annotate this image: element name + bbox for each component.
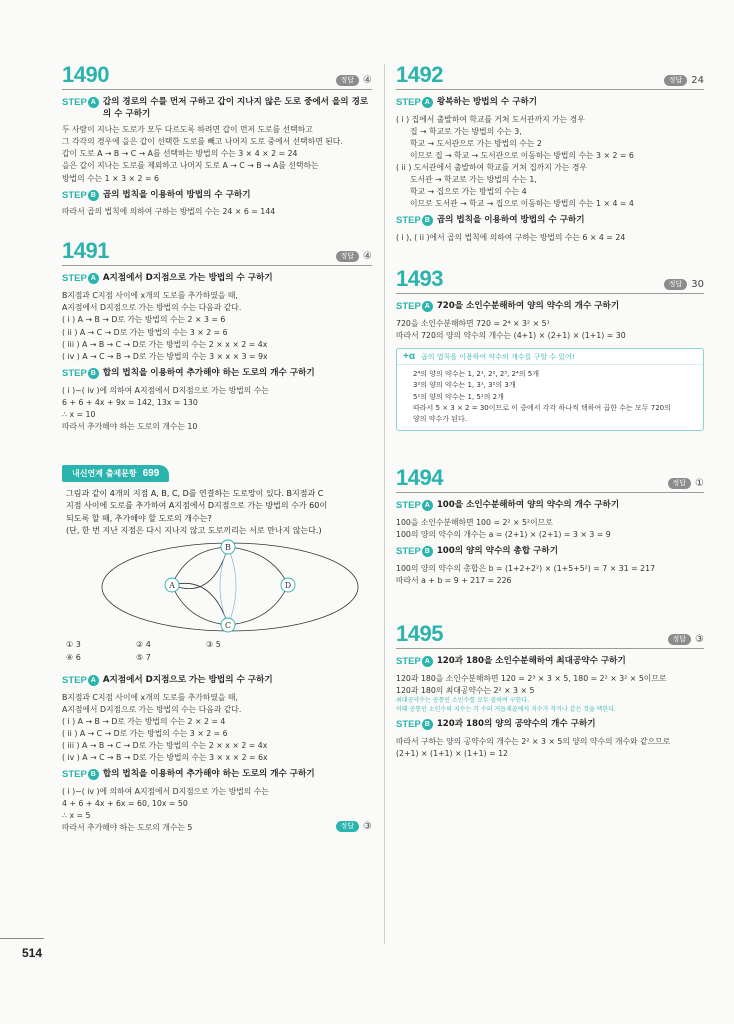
choice-5: ⑤ 7 <box>136 653 151 663</box>
text-line: A지점에서 D지점으로 가는 방법의 수는 다음과 같다. <box>62 704 242 714</box>
text-line: 100의 양의 약수의 개수는 a = (2+1) × (2+1) = 3 × 3 = 9 <box>396 530 611 540</box>
text-line: 방법의 수는 1 × 3 × 2 = 6 <box>62 173 159 183</box>
text-line: ( iii ) A → B → C → D로 가는 방법의 수는 2 × x × 2 = 4x <box>62 339 268 349</box>
step-b-body <box>396 563 704 587</box>
step-b <box>396 719 704 732</box>
road-a-c-2 <box>172 584 228 626</box>
text-line: ( ii ) A → C → D로 가는 방법의 수는 3 × 2 = 6 <box>62 327 228 337</box>
text-line: 100을 소인수분해하면 100 = 2² × 5²이므로 <box>396 518 553 528</box>
text-line: 720을 소인수분해하면 720 = 2⁴ × 3² × 5¹ <box>396 319 550 329</box>
problem-header <box>396 623 704 649</box>
step-a-body <box>396 517 704 541</box>
step-b-body <box>396 736 704 760</box>
step-a-tag: STEP A <box>396 301 433 314</box>
step-a-title: A지점에서 D지점으로 가는 방법의 수 구하기 <box>102 273 273 284</box>
choice-1: ① 3 <box>66 640 81 650</box>
step-b-tag: STEP B <box>62 368 99 381</box>
text-line: 그림과 같이 4개의 지점 A, B, C, D를 연결하는 도로망이 있다. B지점과 C <box>66 488 324 498</box>
text-line: ( i ), ( ii )에서 곱의 법칙에 의하여 구하는 방법의 수는 6 × 4 = 24 <box>396 233 626 243</box>
answer-label <box>664 279 704 290</box>
step-a <box>62 273 372 286</box>
step-b-title: 120과 180의 양의 공약수의 개수 구하기 <box>436 718 596 729</box>
road-network-diagram <box>62 539 372 635</box>
answer-label <box>336 75 373 86</box>
page-number-rule <box>0 938 44 939</box>
tip-body <box>397 365 703 430</box>
answer-label <box>336 251 373 262</box>
linked-problem <box>62 461 372 835</box>
linked-problem-badge <box>62 465 169 482</box>
problem-1492 <box>396 64 704 244</box>
step-b <box>62 190 372 203</box>
choice-3: ③ 5 <box>206 640 221 650</box>
step-a-title: 갑의 경로의 수를 먼저 구하고 갑이 지나지 않은 도로 중에서 을의 경로의 수 구하기 <box>102 97 369 119</box>
step-b-body <box>62 206 372 218</box>
answer-badge: 정답 <box>664 279 688 290</box>
road-a-c-3 <box>172 547 228 589</box>
tip-plus-icon: +α <box>403 351 415 363</box>
step-a-body <box>396 673 704 697</box>
text-line: 이므로 도서관 → 학교 → 집으로 이동하는 방법의 수는 1 × 4 = 4 <box>410 199 634 209</box>
answer-value: ③ <box>695 634 704 646</box>
text-line: ( i )~( iv )에 의하여 A지점에서 D지점으로 가는 방법의 수는 <box>62 385 269 395</box>
step-a-body <box>62 124 372 184</box>
text-line: 따라서 추가해야 하는 도로의 개수는 5 <box>62 823 193 833</box>
step-b-tag: STEP B <box>396 215 433 228</box>
text-line: ( iv ) A → C → B → D로 가는 방법의 수는 3 × x × 2 = 6x <box>62 753 268 763</box>
text-line: ∴ x = 10 <box>62 409 96 419</box>
step-a-title: A지점에서 D지점으로 가는 방법의 수 구하기 <box>102 675 273 686</box>
text-line: A지점에서 D지점으로 가는 방법의 수는 다음과 같다. <box>62 303 242 313</box>
text-line: 3²의 양의 약수는 1, 3¹, 3²의 3개 <box>413 381 516 390</box>
text-line: 을은 갑이 지나는 도로를 제외하고 나머지 도로 A → C → B → A를 선택하는 <box>62 161 319 171</box>
answer-value: ④ <box>363 251 372 263</box>
answer-value: ① <box>695 478 704 490</box>
answer-badge: 정답 <box>668 634 692 645</box>
problem-1491 <box>62 240 372 432</box>
node-a-label: A <box>169 581 175 591</box>
outer-road <box>102 543 358 631</box>
step-a-tag: STEP A <box>396 97 433 110</box>
text-line: ∴ x = 5 <box>62 811 91 821</box>
answer-value: ③ <box>363 820 372 832</box>
step-a-tag: STEP A <box>62 97 99 110</box>
problem-number: 1490 <box>62 62 109 87</box>
problem-number: 1491 <box>62 238 109 264</box>
text-line: (2+1) × (1+1) × (1+1) = 12 <box>396 748 509 758</box>
problem-header <box>396 64 704 90</box>
text-line: 따라서 구하는 양의 공약수의 개수는 2² × 3 × 5의 양의 약수의 개수와 같으므로 <box>396 736 671 746</box>
answer-value: 24 <box>691 75 704 86</box>
problem-number: 1494 <box>396 465 443 491</box>
step-a-tag: STEP A <box>396 500 433 513</box>
text-line: 2⁴의 양의 약수는 1, 2¹, 2², 2³, 2⁴의 5개 <box>413 370 540 379</box>
road-a-b <box>172 547 228 585</box>
text-line: B지점과 C지점 사이에 x개의 도로를 추가하였을 때, <box>62 692 238 702</box>
problem-1495 <box>396 623 704 760</box>
step-a-title: 720을 소인수분해하여 양의 약수의 개수 구하기 <box>436 301 620 312</box>
node-d-label: D <box>284 581 292 591</box>
step-a <box>396 301 704 314</box>
text-line: 도서관 → 학교로 가는 방법의 수는 1, <box>410 175 537 185</box>
step-b <box>396 546 704 559</box>
text-line: 따라서 추가해야 하는 도로의 개수는 10 <box>62 421 198 431</box>
text-line: ( i ) A → B → D로 가는 방법의 수는 2 × 2 = 4 <box>62 717 226 726</box>
step-a-tag: STEP A <box>62 675 99 688</box>
right-column <box>396 64 704 760</box>
step-b-title: 합의 법칙을 이용하여 추가해야 하는 도로의 개수 구하기 <box>102 367 315 378</box>
text-line: (단, 한 번 지난 지점은 다시 지나지 않고 도로끼리는 서로 만나지 않는다.) <box>66 526 322 536</box>
step-b-title: 곱의 법칙을 이용하여 방법의 수 구하기 <box>436 215 585 226</box>
text-line: ( iii ) A → B → C → D로 가는 방법의 수는 2 × x × 2 = 4x <box>62 741 268 751</box>
step-a <box>396 97 704 110</box>
text-line: 따라서 720의 양의 약수의 개수는 (4+1) × (2+1) × (1+1) = 30 <box>396 331 626 341</box>
step-a <box>62 97 372 120</box>
step-a <box>62 675 372 688</box>
note-line: 최대공약수는 공통인 소인수를 모두 곱하여 구한다. <box>396 697 530 705</box>
problem-header <box>62 64 372 90</box>
text-line: 따라서 곱의 법칙에 의하여 구하는 방법의 수는 24 × 6 = 144 <box>62 207 276 217</box>
road-b-d <box>228 547 288 585</box>
answer-badge: 정답 <box>664 75 688 86</box>
text-line: 두 사람이 지나는 도로가 모두 다르도록 하려면 갑이 먼저 도로를 선택하고 <box>62 125 313 135</box>
answer-label <box>668 478 705 489</box>
text-line: ( i ) 집에서 출발하여 학교를 거쳐 도서관까지 가는 경우 <box>396 114 585 124</box>
step-b-tag: STEP B <box>62 190 99 203</box>
step-b-tag: STEP B <box>62 769 99 782</box>
node-c-label: C <box>224 621 232 631</box>
text-line: 되도록 할 때, 추가해야 할 도로의 개수는? <box>66 513 212 523</box>
problem-header <box>62 240 372 266</box>
answer-label <box>664 75 704 86</box>
step-b-body <box>62 786 372 834</box>
tip-box <box>396 348 704 431</box>
step-b <box>62 769 372 782</box>
step-b <box>396 215 704 228</box>
answer-value: ④ <box>363 75 372 86</box>
column-divider <box>384 64 385 944</box>
left-column <box>62 64 372 834</box>
problem-1494 <box>396 467 704 587</box>
text-line: 6 + 6 + 4x + 9x = 142, 13x = 130 <box>62 397 198 407</box>
text-line: ( iv ) A → C → B → D로 가는 방법의 수는 3 × x × 3 = 9x <box>62 351 268 361</box>
badge-number: 699 <box>142 467 160 479</box>
problem-number: 1492 <box>396 62 443 87</box>
tip-title: 곱의 법칙을 이용하여 약수의 개수를 구할 수 있어! <box>421 352 575 361</box>
step-a-body <box>396 114 704 211</box>
problem-1490 <box>62 64 372 218</box>
step-b-body <box>62 385 372 433</box>
added-road-left <box>220 547 228 625</box>
text-line: 집 → 학교로 가는 방법의 수는 3, <box>410 126 522 136</box>
step-b-body <box>396 232 704 244</box>
answer-badge: 정답 <box>336 821 360 832</box>
step-a <box>396 656 704 669</box>
road-c-d <box>228 585 288 625</box>
text-line: 양의 약수가 된다. <box>413 415 468 424</box>
answer-badge: 정답 <box>668 478 692 489</box>
step-b-tag: STEP B <box>396 546 433 559</box>
text-line: 따라서 5 × 3 × 2 = 30이므로 이 중에서 각각 하나씩 택하여 곱한 수는 모두 720의 <box>413 403 671 412</box>
step-b <box>62 368 372 381</box>
note-line: 이때 공통인 소인수의 지수는 각 수의 거듭제곱에서 지수가 작거나 같은 것을 택한다. <box>396 705 616 713</box>
node-b-label: B <box>225 543 231 553</box>
answer-badge: 정답 <box>336 75 360 86</box>
badge-label: 내신연계 출제문항 <box>72 468 137 478</box>
text-line: 4 + 6 + 4x + 6x = 60, 10x = 50 <box>62 799 188 809</box>
answer-badge: 정답 <box>336 251 360 262</box>
step-b-title: 합의 법칙을 이용하여 추가해야 하는 도로의 개수 구하기 <box>102 769 315 780</box>
text-line: 학교 → 도서관으로 가는 방법의 수는 2 <box>410 138 542 148</box>
step-a <box>396 500 704 513</box>
step-a-title: 120과 180을 소인수분해하여 최대공약수 구하기 <box>436 656 626 667</box>
text-line: ( i )~( iv )에 의하여 A지점에서 D지점으로 가는 방법의 수는 <box>62 787 269 797</box>
text-line: 지점 사이에 도로를 추가하여 A지점에서 D지점으로 가는 방법의 수가 60이 <box>66 501 328 511</box>
step-a-title: 100을 소인수분해하여 양의 약수의 개수 구하기 <box>436 500 620 511</box>
note <box>396 697 704 714</box>
choice-4: ④ 6 <box>66 653 81 663</box>
text-line: 학교 → 집으로 가는 방법의 수는 4 <box>410 187 527 197</box>
step-a-tag: STEP A <box>62 273 99 286</box>
step-a-title: 왕복하는 방법의 수 구하기 <box>436 97 538 107</box>
problem-header <box>396 268 704 294</box>
answer-label <box>668 634 705 645</box>
step-a-body <box>62 692 372 764</box>
problem-1493 <box>396 268 704 431</box>
answer-choices <box>62 639 372 665</box>
text-line: B지점과 C지점 사이에 x개의 도로를 추가하였을 때, <box>62 291 238 301</box>
step-a-tag: STEP A <box>396 656 433 669</box>
text-line: 120과 180을 소인수분해하면 120 = 2³ × 3 × 5, 180 = 2² × 3² × 5이므로 <box>396 673 667 683</box>
text-line: 이므로 집 → 학교 → 도서관으로 이동하는 방법의 수는 3 × 2 = 6 <box>410 151 634 161</box>
step-b-title: 곱의 법칙을 이용하여 방법의 수 구하기 <box>102 189 251 200</box>
text-line: 그 각각의 경우에 을은 갑이 선택한 도로를 빼고 나머지 도로 중에서 선택하면 된다. <box>62 137 343 147</box>
added-road-right <box>228 547 236 625</box>
tip-header <box>397 349 703 365</box>
text-line: ( ii ) 도서관에서 출발하여 학교를 거쳐 집까지 가는 경우 <box>396 163 587 173</box>
problem-number: 1495 <box>396 621 443 647</box>
step-b-tag: STEP B <box>396 719 433 732</box>
text-line: 갑이 도로 A → B → C → A를 선택하는 방법의 수는 3 × 4 × 2 = 24 <box>62 149 298 159</box>
step-a-body <box>62 290 372 362</box>
step-b-title: 100의 양의 약수의 총합 구하기 <box>436 546 559 557</box>
problem-number: 1493 <box>396 266 443 292</box>
text-line: ( i ) A → B → D로 가는 방법의 수는 2 × 3 = 6 <box>62 315 226 325</box>
linked-answer <box>336 819 373 835</box>
text-line: 120과 180의 최대공약수는 2² × 3 × 5 <box>396 686 535 696</box>
answer-value: 30 <box>691 279 704 291</box>
problem-header <box>396 467 704 493</box>
text-line: ( ii ) A → C → D로 가는 방법의 수는 3 × 2 = 6 <box>62 729 228 739</box>
choice-2: ② 4 <box>136 640 151 650</box>
text-line: 따라서 a + b = 9 + 217 = 226 <box>396 576 512 586</box>
text-line: 100의 양의 약수의 총합은 b = (1+2+2²) × (1+5+5²) = 7 × 31 = 217 <box>396 564 656 574</box>
text-line: 5¹의 양의 약수는 1, 5¹의 2개 <box>413 392 504 401</box>
linked-question <box>62 482 372 538</box>
page-number: 514 <box>22 946 43 960</box>
step-a-body <box>396 318 704 342</box>
